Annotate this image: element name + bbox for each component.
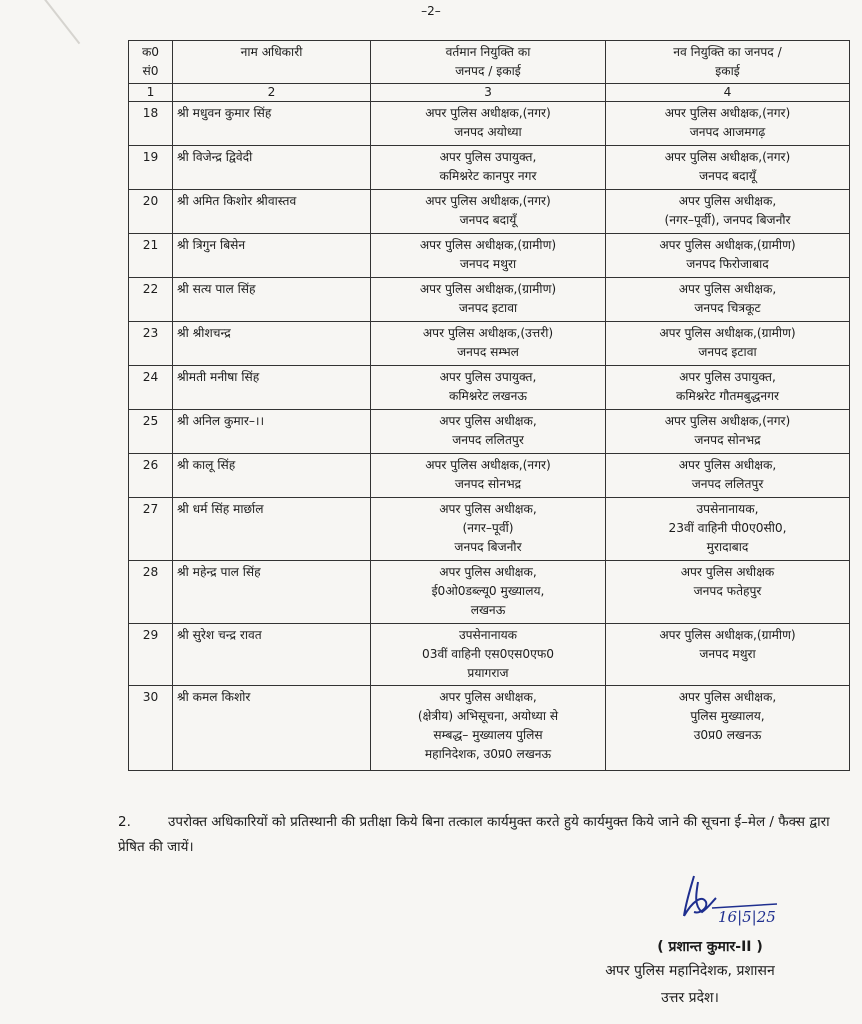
table-row	[129, 624, 850, 686]
paragraph-text: उपरोक्त अधिकारियों को प्रतिस्थानी की प्रतीक्षा किये बिना तत्काल कार्यमुक्त करते हुये कार्यमुक्त किये जाने की सूचना ई–मेल / फैक्स द्वारा प्रेषित की जायें।	[118, 814, 830, 855]
current-posting-cell: अपर पुलिस अधीक्षक,(ग्रामीण) जनपद मथुरा	[371, 234, 606, 278]
column-number: 4	[606, 84, 850, 102]
table-row	[129, 278, 850, 322]
current-posting-cell: अपर पुलिस अधीक्षक, (नगर–पूर्वी) जनपद बिजनौर	[371, 498, 606, 561]
serial-number-cell: 29	[129, 624, 173, 686]
officer-name-cell: श्री कालू सिंह	[173, 454, 371, 498]
table-row	[129, 454, 850, 498]
table-row	[129, 366, 850, 410]
new-posting-cell: उपसेनानायक, 23वीं वाहिनी पी0ए0सी0, मुरादाबाद	[606, 498, 850, 561]
current-posting-cell: अपर पुलिस अधीक्षक,(नगर) जनपद बदायूँ	[371, 190, 606, 234]
serial-number-cell: 21	[129, 234, 173, 278]
current-posting-cell: अपर पुलिस अधीक्षक,(नगर) जनपद अयोध्या	[371, 102, 606, 146]
officer-name-cell: श्री त्रिगुन बिसेन	[173, 234, 371, 278]
signature-date: 16|5|25	[718, 908, 776, 926]
serial-number-cell: 18	[129, 102, 173, 146]
officer-name-cell: श्री महेन्द्र पाल सिंह	[173, 561, 371, 624]
serial-number-cell: 27	[129, 498, 173, 561]
officer-name-cell: श्री अनिल कुमार–।।	[173, 410, 371, 454]
current-posting-cell: उपसेनानायक 03वीं वाहिनी एस0एस0एफ0 प्रयागराज	[371, 624, 606, 686]
table-row	[129, 686, 850, 771]
new-posting-cell: अपर पुलिस अधीक्षक, पुलिस मुख्यालय, उ0प्र0 लखनऊ	[606, 686, 850, 771]
new-posting-cell: अपर पुलिस उपायुक्त, कमिश्नरेट गौतमबुद्धनगर	[606, 366, 850, 410]
new-posting-cell: अपर पुलिस अधीक्षक,(ग्रामीण) जनपद मथुरा	[606, 624, 850, 686]
serial-number-cell: 22	[129, 278, 173, 322]
serial-number-cell: 23	[129, 322, 173, 366]
current-posting-cell: अपर पुलिस उपायुक्त, कमिश्नरेट लखनऊ	[371, 366, 606, 410]
officer-name-cell: श्री धर्म सिंह मार्छाल	[173, 498, 371, 561]
signatory-state: उत्तर प्रदेश।	[661, 990, 719, 1006]
serial-number-cell: 20	[129, 190, 173, 234]
table-row	[129, 561, 850, 624]
table-row	[129, 190, 850, 234]
current-posting-cell: अपर पुलिस अधीक्षक,(उत्तरी) जनपद सम्भल	[371, 322, 606, 366]
serial-number-cell: 30	[129, 686, 173, 771]
signatory-designation: अपर पुलिस महानिदेशक, प्रशासन	[605, 963, 775, 979]
table-row	[129, 146, 850, 190]
officer-name-cell: श्री मधुवन कुमार सिंह	[173, 102, 371, 146]
table-row	[129, 234, 850, 278]
officer-name-cell: श्री श्रीशचन्द्र	[173, 322, 371, 366]
current-posting-cell: अपर पुलिस अधीक्षक,(ग्रामीण) जनपद इटावा	[371, 278, 606, 322]
officer-transfer-table	[128, 40, 850, 771]
current-posting-cell: अपर पुलिस अधीक्षक, (क्षेत्रीय) अभिसूचना, अयोध्या से सम्बद्ध– मुख्यालय पुलिस महानिदेशक, उ0प्र0 लखनऊ	[371, 686, 606, 771]
table-row	[129, 322, 850, 366]
header-officer-name: नाम अधिकारी	[173, 41, 371, 84]
officer-name-cell: श्रीमती मनीषा सिंह	[173, 366, 371, 410]
new-posting-cell: अपर पुलिस अधीक्षक,(नगर) जनपद बदायूँ	[606, 146, 850, 190]
page-number: –2–	[421, 4, 441, 18]
table-row	[129, 410, 850, 454]
new-posting-cell: अपर पुलिस अधीक्षक,(ग्रामीण) जनपद फिरोजाबाद	[606, 234, 850, 278]
serial-number-cell: 24	[129, 366, 173, 410]
table-row	[129, 102, 850, 146]
column-number-row	[129, 84, 850, 102]
header-new-posting: नव नियुक्ति का जनपद / इकाई	[606, 41, 850, 84]
header-current-posting: वर्तमान नियुक्ति का जनपद / इकाई	[371, 41, 606, 84]
column-number: 3	[371, 84, 606, 102]
new-posting-cell: अपर पुलिस अधीक्षक, जनपद चित्रकूट	[606, 278, 850, 322]
current-posting-cell: अपर पुलिस अधीक्षक, जनपद ललितपुर	[371, 410, 606, 454]
officer-name-cell: श्री विजेन्द्र द्विवेदी	[173, 146, 371, 190]
serial-number-cell: 26	[129, 454, 173, 498]
handwritten-signature	[672, 872, 782, 930]
serial-number-cell: 25	[129, 410, 173, 454]
officer-name-cell: श्री अमित किशोर श्रीवास्तव	[173, 190, 371, 234]
new-posting-cell: अपर पुलिस अधीक्षक, (नगर–पूर्वी), जनपद बिजनौर	[606, 190, 850, 234]
column-number: 2	[173, 84, 371, 102]
current-posting-cell: अपर पुलिस अधीक्षक,(नगर) जनपद सोनभद्र	[371, 454, 606, 498]
paragraph-number: 2.	[118, 814, 131, 830]
signatory-name: ( प्रशान्त कुमार-II )	[657, 939, 763, 955]
new-posting-cell: अपर पुलिस अधीक्षक,(नगर) जनपद आजमगढ़	[606, 102, 850, 146]
officer-name-cell: श्री सत्य पाल सिंह	[173, 278, 371, 322]
new-posting-cell: अपर पुलिस अधीक्षक, जनपद ललितपुर	[606, 454, 850, 498]
serial-number-cell: 19	[129, 146, 173, 190]
new-posting-cell: अपर पुलिस अधीक्षक,(ग्रामीण) जनपद इटावा	[606, 322, 850, 366]
officer-name-cell: श्री सुरेश चन्द्र रावत	[173, 624, 371, 686]
column-number: 1	[129, 84, 173, 102]
current-posting-cell: अपर पुलिस अधीक्षक, ई0ओ0डब्ल्यू0 मुख्यालय, लखनऊ	[371, 561, 606, 624]
instruction-paragraph	[118, 810, 838, 860]
new-posting-cell: अपर पुलिस अधीक्षक,(नगर) जनपद सोनभद्र	[606, 410, 850, 454]
table-row	[129, 498, 850, 561]
header-serial: क0 सं0	[129, 41, 173, 84]
table-header-row	[129, 41, 850, 84]
current-posting-cell: अपर पुलिस उपायुक्त, कमिश्नरेट कानपुर नगर	[371, 146, 606, 190]
new-posting-cell: अपर पुलिस अधीक्षक जनपद फतेहपुर	[606, 561, 850, 624]
serial-number-cell: 28	[129, 561, 173, 624]
officer-name-cell: श्री कमल किशोर	[173, 686, 371, 771]
